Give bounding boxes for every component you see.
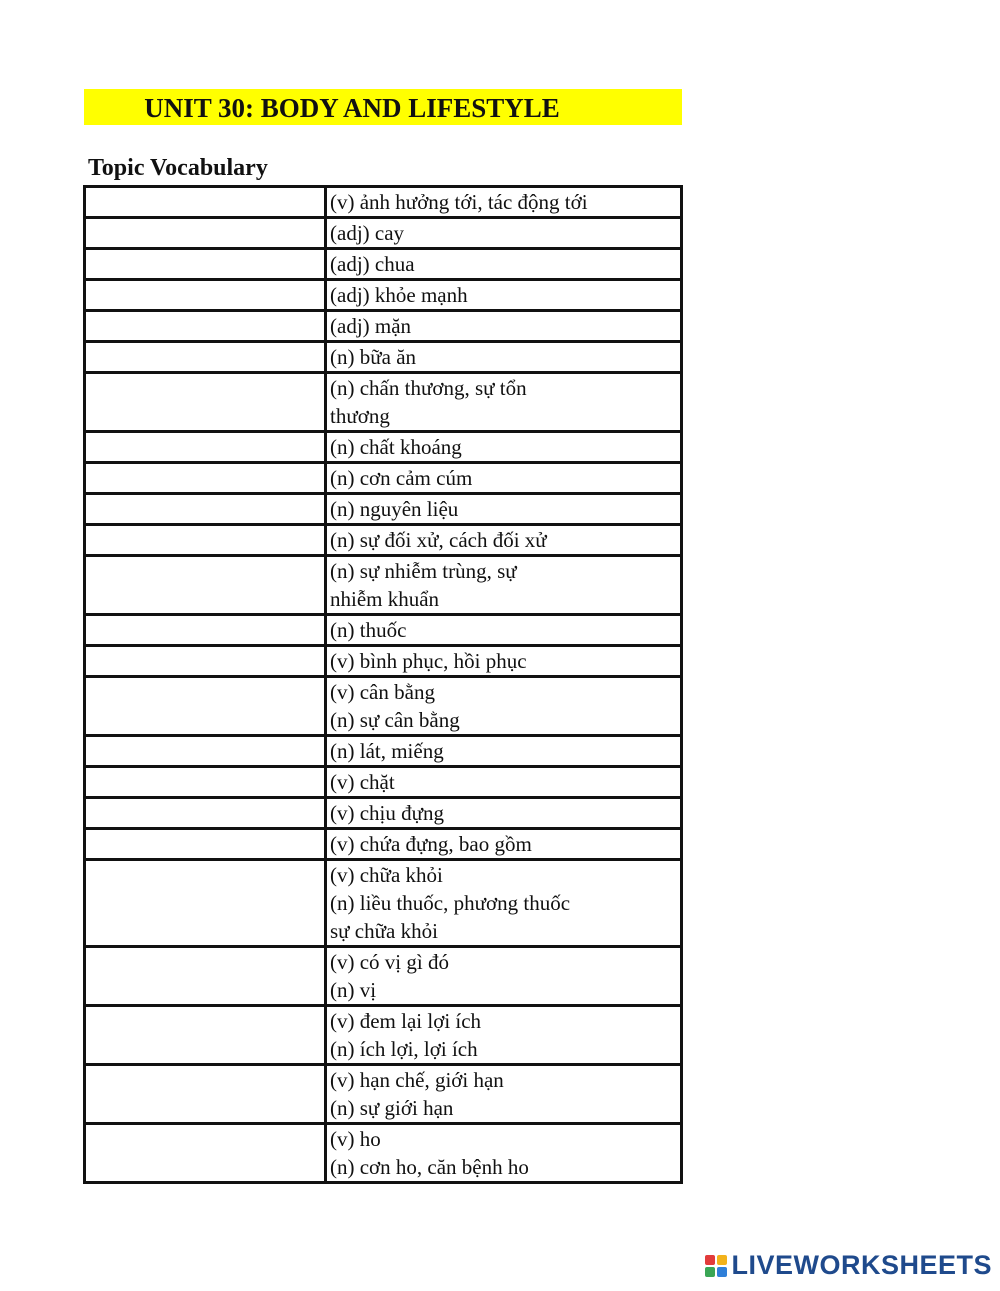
meaning-line: (n) nguyên liệu <box>330 497 459 521</box>
meaning-line: (adj) chua <box>330 252 415 276</box>
meaning-cell <box>326 280 682 311</box>
meaning-line: (n) vị <box>330 978 377 1002</box>
logo-block <box>717 1255 727 1265</box>
word-answer-cell[interactable] <box>85 829 326 860</box>
meaning-cell <box>326 736 682 767</box>
table-row <box>85 798 682 829</box>
word-answer-cell[interactable] <box>85 646 326 677</box>
liveworksheets-logo <box>705 1250 992 1281</box>
table-row <box>85 860 682 947</box>
meaning-line: nhiễm khuẩn <box>330 587 440 611</box>
meaning-line: (n) liều thuốc, phương thuốc <box>330 891 571 915</box>
table-row <box>85 646 682 677</box>
word-answer-cell[interactable] <box>85 342 326 373</box>
meaning-cell <box>326 1006 682 1065</box>
meaning-cell <box>326 463 682 494</box>
meaning-cell <box>326 249 682 280</box>
word-answer-cell[interactable] <box>85 249 326 280</box>
word-answer-cell[interactable] <box>85 556 326 615</box>
meaning-cell <box>326 646 682 677</box>
word-answer-cell[interactable] <box>85 525 326 556</box>
table-row <box>85 556 682 615</box>
meaning-cell <box>326 677 682 736</box>
meaning-cell <box>326 187 682 218</box>
table-row <box>85 187 682 218</box>
meaning-line: (v) chịu đựng <box>330 801 445 825</box>
word-answer-cell[interactable] <box>85 798 326 829</box>
meaning-line: (n) thuốc <box>330 618 407 642</box>
meaning-line: (n) sự cân bằng <box>330 708 460 732</box>
logo-block <box>717 1267 727 1277</box>
meaning-line: (v) ảnh hưởng tới, tác động tới <box>330 190 588 214</box>
meaning-line: (v) có vị gì đó <box>330 950 449 974</box>
meaning-line: (n) chấn thương, sự tổn <box>330 376 527 400</box>
word-answer-cell[interactable] <box>85 280 326 311</box>
word-answer-cell[interactable] <box>85 1065 326 1124</box>
meaning-cell <box>326 947 682 1006</box>
meaning-line: (v) bình phục, hồi phục <box>330 649 527 673</box>
word-answer-cell[interactable] <box>85 860 326 947</box>
meaning-line: (v) ho <box>330 1127 381 1151</box>
meaning-cell <box>326 494 682 525</box>
word-answer-cell[interactable] <box>85 677 326 736</box>
meaning-line: (adj) cay <box>330 221 405 245</box>
meaning-cell <box>326 218 682 249</box>
table-row <box>85 1124 682 1183</box>
meaning-cell <box>326 432 682 463</box>
table-row <box>85 615 682 646</box>
table-row <box>85 342 682 373</box>
meaning-line: (v) hạn chế, giới hạn <box>330 1068 504 1092</box>
table-row <box>85 249 682 280</box>
meaning-cell <box>326 556 682 615</box>
word-answer-cell[interactable] <box>85 1124 326 1183</box>
meaning-line: (v) chứa đựng, bao gồm <box>330 832 532 856</box>
table-row <box>85 373 682 432</box>
table-row <box>85 463 682 494</box>
table-row <box>85 736 682 767</box>
meaning-line: (n) sự giới hạn <box>330 1096 454 1120</box>
word-answer-cell[interactable] <box>85 311 326 342</box>
word-answer-cell[interactable] <box>85 947 326 1006</box>
meaning-line: (n) lát, miếng <box>330 739 444 763</box>
meaning-cell <box>326 798 682 829</box>
table-row <box>85 311 682 342</box>
table-row <box>85 218 682 249</box>
table-row <box>85 525 682 556</box>
meaning-cell <box>326 525 682 556</box>
logo-block <box>705 1267 715 1277</box>
meaning-line: (adj) khỏe mạnh <box>330 283 468 307</box>
meaning-cell <box>326 311 682 342</box>
meaning-line: thương <box>330 404 390 428</box>
section-subtitle: Topic Vocabulary <box>88 155 268 181</box>
table-row <box>85 432 682 463</box>
word-answer-cell[interactable] <box>85 767 326 798</box>
meaning-line: (adj) mặn <box>330 314 412 338</box>
table-row <box>85 1006 682 1065</box>
logo-block <box>705 1255 715 1265</box>
meaning-line: (v) đem lại lợi ích <box>330 1009 482 1033</box>
table-row <box>85 280 682 311</box>
word-answer-cell[interactable] <box>85 463 326 494</box>
meaning-line: (n) chất khoáng <box>330 435 462 459</box>
word-answer-cell[interactable] <box>85 1006 326 1065</box>
word-answer-cell[interactable] <box>85 615 326 646</box>
vocabulary-table <box>83 185 683 1184</box>
table-row <box>85 1065 682 1124</box>
meaning-line: (n) cơn ho, căn bệnh ho <box>330 1155 529 1179</box>
meaning-line: (n) sự đối xử, cách đối xử <box>330 528 547 552</box>
meaning-cell <box>326 373 682 432</box>
word-answer-cell[interactable] <box>85 187 326 218</box>
meaning-cell <box>326 829 682 860</box>
page-title: UNIT 30: BODY AND LIFESTYLE <box>144 92 560 123</box>
meaning-cell <box>326 1065 682 1124</box>
meaning-line: (n) sự nhiễm trùng, sự <box>330 559 517 583</box>
table-row <box>85 829 682 860</box>
meaning-line: (n) bữa ăn <box>330 345 417 369</box>
table-row <box>85 947 682 1006</box>
liveworksheets-logo-icon <box>705 1255 727 1277</box>
title-banner <box>84 89 682 125</box>
word-answer-cell[interactable] <box>85 218 326 249</box>
meaning-cell <box>326 767 682 798</box>
meaning-line: (v) chặt <box>330 770 395 794</box>
meaning-line: (v) cân bằng <box>330 680 435 704</box>
meaning-cell <box>326 1124 682 1183</box>
meaning-line: (n) cơn cảm cúm <box>330 466 473 490</box>
word-answer-cell[interactable] <box>85 373 326 432</box>
meaning-line: (v) chữa khỏi <box>330 863 443 887</box>
word-answer-cell[interactable] <box>85 736 326 767</box>
word-answer-cell[interactable] <box>85 432 326 463</box>
meaning-cell <box>326 615 682 646</box>
meaning-cell <box>326 860 682 947</box>
word-answer-cell[interactable] <box>85 494 326 525</box>
table-row <box>85 677 682 736</box>
table-row <box>85 767 682 798</box>
meaning-line: sự chữa khỏi <box>330 919 438 943</box>
logo-text: LIVEWORKSHEETS <box>731 1250 992 1280</box>
meaning-line: (n) ích lợi, lợi ích <box>330 1037 478 1061</box>
table-row <box>85 494 682 525</box>
meaning-cell <box>326 342 682 373</box>
